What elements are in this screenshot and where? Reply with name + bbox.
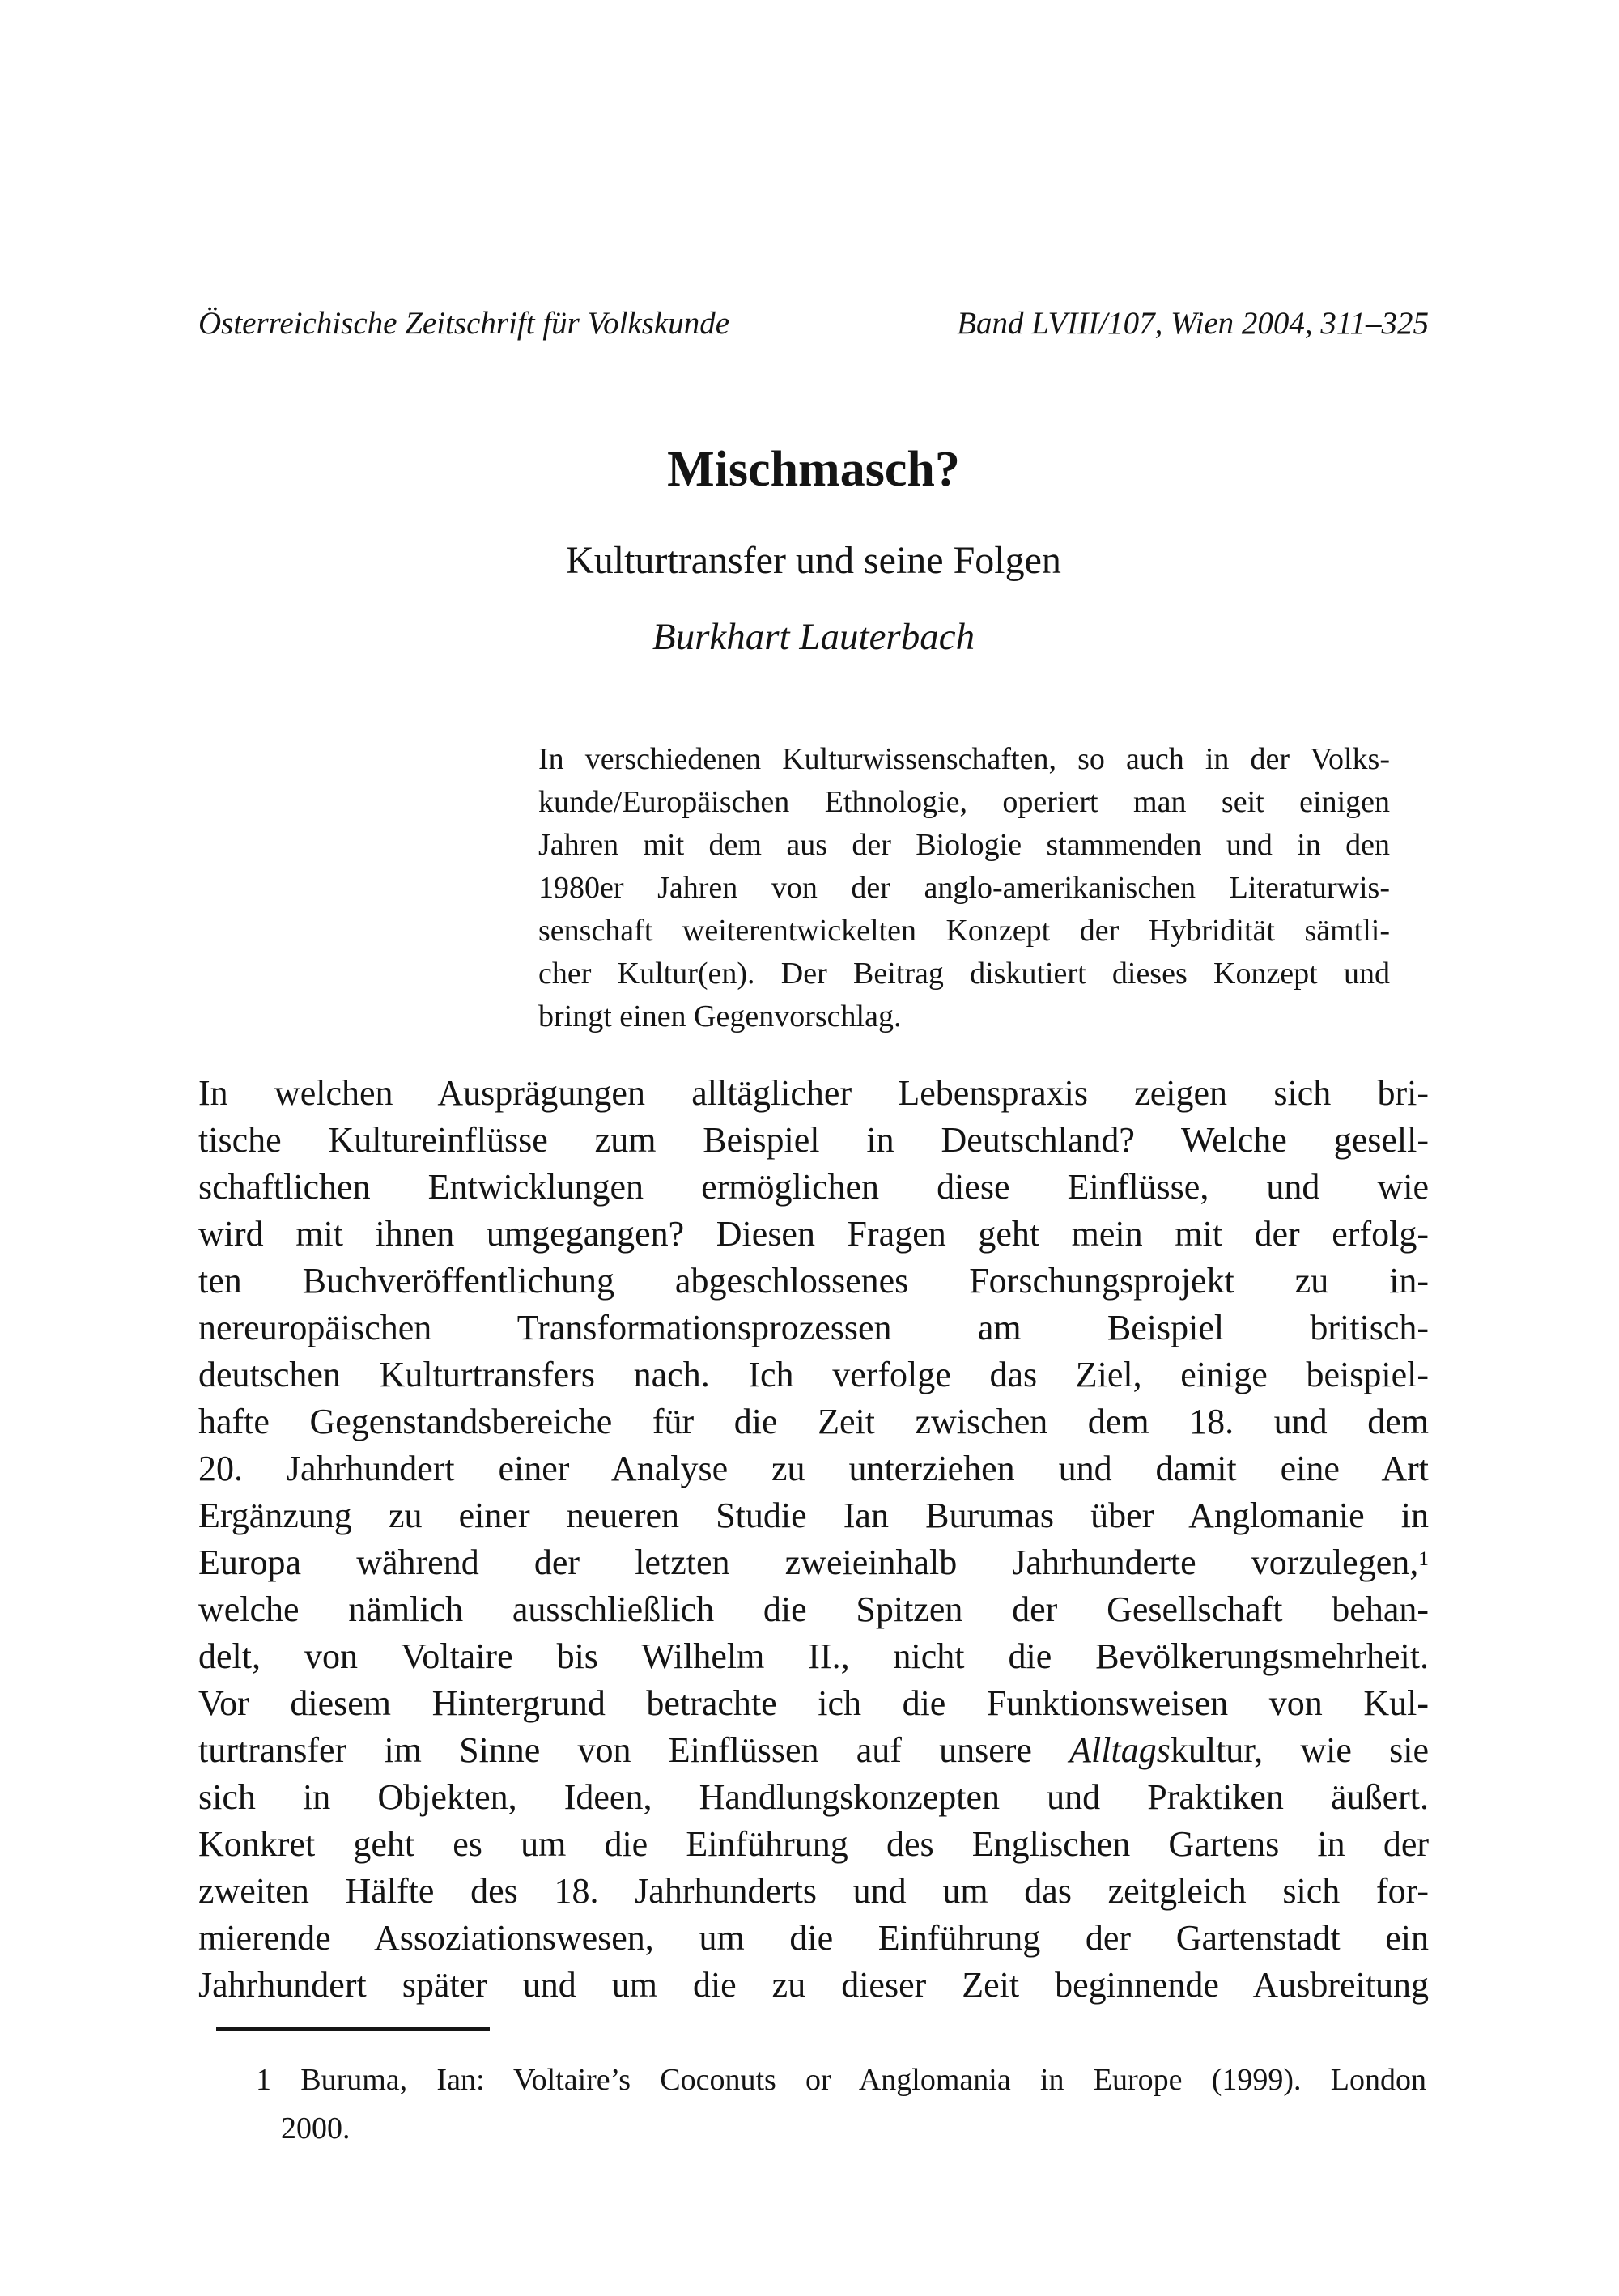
sup-segment: 1	[1418, 1546, 1429, 1570]
footnote-continuation: 2000.	[281, 2111, 351, 2145]
body-line	[198, 1492, 1429, 1539]
text-segment: sich in Objekten, Ideen, Handlungskonzepten und Praktiken äußert.	[198, 1777, 1429, 1817]
text-segment: cher Kultur(en). Der Beitrag diskutiert dieses Konzept und	[538, 957, 1390, 991]
body-line	[198, 1258, 1429, 1305]
article-subtitle: Kulturtransfer und seine Folgen	[566, 539, 1061, 582]
body-line	[198, 1586, 1429, 1633]
text-segment: Europa während der letzten zweieinhalb Jahrhunderte vorzulegen,	[198, 1543, 1419, 1582]
text-segment: bringt einen Gegenvorschlag.	[538, 999, 902, 1033]
body-line	[198, 1868, 1429, 1915]
body-line	[198, 1070, 1429, 1117]
body-line	[198, 1680, 1429, 1727]
article-title: Mischmasch?	[667, 442, 960, 497]
abstract-line	[538, 824, 1390, 867]
body-line	[198, 1962, 1429, 2009]
text-segment: welche nämlich ausschließlich die Spitzen der Gesellschaft behan-	[198, 1589, 1429, 1629]
abstract-line	[538, 953, 1390, 995]
text-segment: Ergänzung zu einer neueren Studie Ian Burumas über Anglomanie in	[198, 1496, 1429, 1535]
text-segment: ten Buchveröffentlichung abgeschlossenes Forschungsprojekt zu in-	[198, 1261, 1429, 1301]
text-segment: schaftlichen Entwicklungen ermöglichen diese Einflüsse, und wie	[198, 1167, 1429, 1207]
text-segment: zweiten Hälfte des 18. Jahrhunderts und um das zeitgleich sich for-	[198, 1871, 1429, 1911]
body-line	[198, 1352, 1429, 1398]
abstract-line	[538, 738, 1390, 781]
text-segment: senschaft weiterentwickelten Konzept der Hybridität sämtli-	[538, 914, 1390, 948]
text-segment: 1980er Jahren von der anglo-amerikanischen Literaturwis-	[538, 871, 1390, 905]
running-header	[198, 304, 1429, 343]
text-segment: kultur, wie sie	[1170, 1730, 1429, 1770]
body-line	[198, 1821, 1429, 1868]
abstract-line	[538, 910, 1390, 953]
body-line	[198, 1211, 1429, 1258]
abstract-block	[538, 738, 1390, 1038]
body-line	[198, 1164, 1429, 1211]
text-segment: 20. Jahrhundert einer Analyse zu unterziehen und damit eine Art	[198, 1449, 1429, 1488]
text-segment: mierende Assoziationswesen, um die Einführung der Gartenstadt ein	[198, 1918, 1429, 1958]
body-line	[198, 1633, 1429, 1680]
body-line	[198, 1915, 1429, 1962]
italic-segment: Alltags	[1069, 1730, 1171, 1770]
issue-info: Band LVIII/107, Wien 2004, 311–325	[957, 306, 1429, 341]
footnote-block	[256, 2056, 1426, 2153]
abstract-line	[538, 781, 1390, 824]
text-segment: Konkret geht es um die Einführung des Englischen Gartens in der	[198, 1824, 1429, 1864]
abstract-line	[538, 995, 1390, 1038]
body-line	[198, 1774, 1429, 1821]
text-segment: nereuropäischen Transformationsprozessen am Beispiel britisch-	[198, 1308, 1429, 1347]
footnote-line	[256, 2056, 1426, 2104]
text-segment: Jahren mit dem aus der Biologie stammenden und in den	[538, 828, 1390, 862]
body-line	[198, 1539, 1429, 1586]
body-line	[198, 1117, 1429, 1164]
footnote-marker: 1	[256, 2063, 271, 2097]
text-segment: In welchen Ausprägungen alltäglicher Lebenspraxis zeigen sich bri-	[198, 1073, 1429, 1113]
body-line	[198, 1305, 1429, 1352]
text-segment: kunde/Europäischen Ethnologie, operiert man seit einigen	[538, 785, 1390, 819]
author-name: Burkhart Lauterbach	[652, 616, 975, 658]
text-segment: Vor diesem Hintergrund betrachte ich die Funktionsweisen von Kul-	[198, 1683, 1429, 1723]
body-text-block	[198, 1070, 1429, 2009]
footnote-separator-rule	[216, 2027, 490, 2031]
text-segment: turtransfer im Sinne von Einflüssen auf unsere	[198, 1730, 1070, 1770]
text-segment: tische Kultureinflüsse zum Beispiel in Deutschland? Welche gesell-	[198, 1120, 1429, 1160]
text-segment: wird mit ihnen umgegangen? Diesen Fragen geht mein mit der erfolg-	[198, 1214, 1429, 1254]
text-segment: delt, von Voltaire bis Wilhelm II., nicht die Bevölkerungsmehrheit.	[198, 1636, 1429, 1676]
footnote-text: Buruma, Ian: Voltaire’s Coconuts or Anglomania in Europe (1999). London	[300, 2063, 1426, 2097]
body-line	[198, 1398, 1429, 1445]
text-segment: In verschiedenen Kulturwissenschaften, so auch in der Volks-	[538, 742, 1390, 776]
journal-title: Österreichische Zeitschrift für Volkskunde	[198, 306, 730, 341]
text-segment: hafte Gegenstandsbereiche für die Zeit zwischen dem 18. und dem	[198, 1402, 1429, 1441]
body-line	[198, 1445, 1429, 1492]
text-segment: Jahrhundert später und um die zu dieser Zeit beginnende Ausbreitung	[198, 1965, 1429, 2005]
body-line	[198, 1727, 1429, 1774]
abstract-line	[538, 867, 1390, 910]
text-segment: deutschen Kulturtransfers nach. Ich verfolge das Ziel, einige beispiel-	[198, 1355, 1429, 1394]
